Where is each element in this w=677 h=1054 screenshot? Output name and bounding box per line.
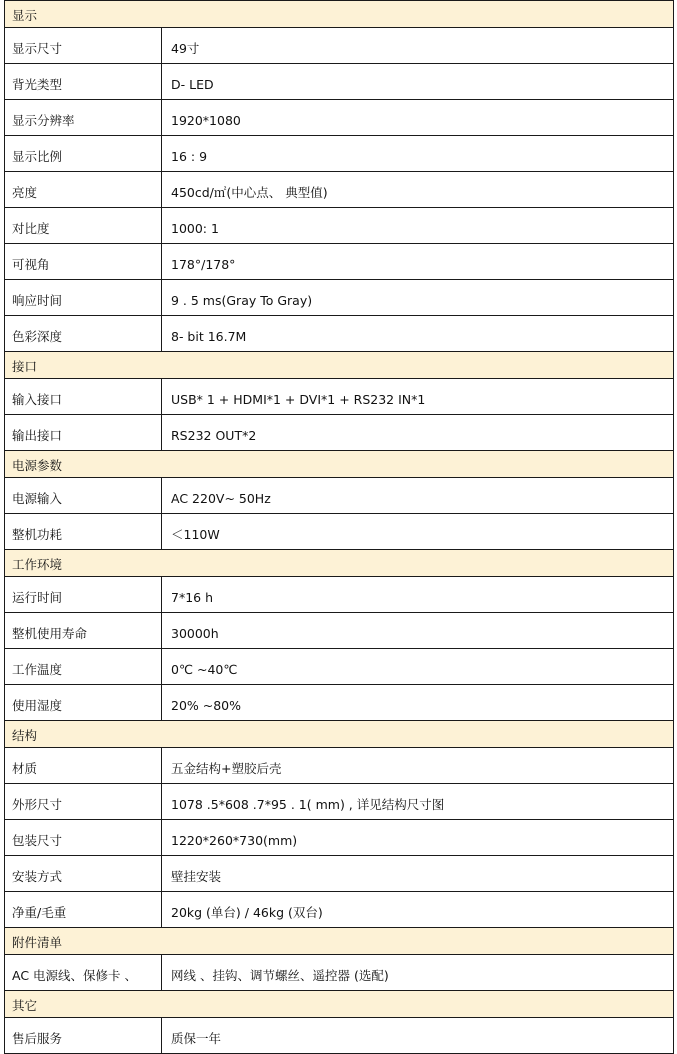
spec-value: 网线 、挂钩、调节螺丝、遥控器 (选配) (162, 955, 674, 991)
spec-value: 1920*1080 (162, 100, 674, 136)
spec-label: 显示尺寸 (5, 28, 162, 64)
spec-row (5, 280, 674, 316)
spec-row (5, 649, 674, 685)
spec-table (4, 0, 674, 1054)
spec-row (5, 316, 674, 352)
spec-row (5, 172, 674, 208)
spec-row (5, 685, 674, 721)
spec-value: USB* 1 + HDMI*1 + DVI*1 + RS232 IN*1 (162, 379, 674, 415)
spec-value: 1000: 1 (162, 208, 674, 244)
spec-row (5, 415, 674, 451)
section-title: 其它 (5, 991, 674, 1018)
spec-value: 7*16 h (162, 577, 674, 613)
spec-value: AC 220V~ 50Hz (162, 478, 674, 514)
spec-value: D- LED (162, 64, 674, 100)
section-header-row (5, 928, 674, 955)
spec-label: AC 电源线、保修卡 、 (5, 955, 162, 991)
spec-label: 显示比例 (5, 136, 162, 172)
spec-label: 可视角 (5, 244, 162, 280)
section-header-row (5, 991, 674, 1018)
spec-row (5, 577, 674, 613)
spec-label: 包装尺寸 (5, 820, 162, 856)
spec-label: 售后服务 (5, 1018, 162, 1054)
spec-value: 9 . 5 ms(Gray To Gray) (162, 280, 674, 316)
section-header-row (5, 550, 674, 577)
spec-row (5, 784, 674, 820)
spec-value: ＜110W (162, 514, 674, 550)
spec-row (5, 514, 674, 550)
spec-row (5, 1018, 674, 1054)
spec-label: 材质 (5, 748, 162, 784)
section-title: 结构 (5, 721, 674, 748)
spec-value: 49寸 (162, 28, 674, 64)
spec-label: 使用湿度 (5, 685, 162, 721)
spec-value: RS232 OUT*2 (162, 415, 674, 451)
spec-row (5, 379, 674, 415)
spec-label: 背光类型 (5, 64, 162, 100)
section-title: 接口 (5, 352, 674, 379)
spec-label: 响应时间 (5, 280, 162, 316)
spec-value: 20% ~80% (162, 685, 674, 721)
spec-row (5, 244, 674, 280)
spec-value: 16 : 9 (162, 136, 674, 172)
spec-value: 178°/178° (162, 244, 674, 280)
spec-label: 外形尺寸 (5, 784, 162, 820)
section-title: 工作环境 (5, 550, 674, 577)
spec-row (5, 892, 674, 928)
spec-row (5, 28, 674, 64)
section-header-row (5, 352, 674, 379)
spec-value: 五金结构+塑胶后壳 (162, 748, 674, 784)
spec-value: 1078 .5*608 .7*95 . 1( mm) , 详见结构尺寸图 (162, 784, 674, 820)
spec-label: 显示分辨率 (5, 100, 162, 136)
spec-label: 净重/毛重 (5, 892, 162, 928)
section-title: 附件清单 (5, 928, 674, 955)
spec-row (5, 100, 674, 136)
spec-value: 质保一年 (162, 1018, 674, 1054)
section-header-row (5, 721, 674, 748)
spec-label: 安装方式 (5, 856, 162, 892)
spec-value: 0℃ ~40℃ (162, 649, 674, 685)
spec-value: 8- bit 16.7M (162, 316, 674, 352)
spec-label: 整机功耗 (5, 514, 162, 550)
section-title: 电源参数 (5, 451, 674, 478)
spec-label: 运行时间 (5, 577, 162, 613)
spec-row (5, 64, 674, 100)
spec-label: 工作温度 (5, 649, 162, 685)
spec-row (5, 478, 674, 514)
spec-label: 整机使用寿命 (5, 613, 162, 649)
spec-value: 1220*260*730(mm) (162, 820, 674, 856)
spec-row (5, 208, 674, 244)
section-header-row (5, 451, 674, 478)
spec-table-body (5, 1, 674, 1054)
spec-row (5, 748, 674, 784)
spec-label: 输出接口 (5, 415, 162, 451)
spec-value: 450cd/㎡(中心点、 典型值) (162, 172, 674, 208)
spec-row (5, 955, 674, 991)
spec-row (5, 856, 674, 892)
spec-label: 对比度 (5, 208, 162, 244)
spec-row (5, 136, 674, 172)
spec-row (5, 613, 674, 649)
spec-label: 色彩深度 (5, 316, 162, 352)
spec-value: 20kg (单台) / 46kg (双台) (162, 892, 674, 928)
spec-value: 30000h (162, 613, 674, 649)
spec-row (5, 820, 674, 856)
section-header-row (5, 1, 674, 28)
spec-label: 亮度 (5, 172, 162, 208)
spec-label: 电源输入 (5, 478, 162, 514)
spec-value: 壁挂安装 (162, 856, 674, 892)
spec-label: 输入接口 (5, 379, 162, 415)
section-title: 显示 (5, 1, 674, 28)
